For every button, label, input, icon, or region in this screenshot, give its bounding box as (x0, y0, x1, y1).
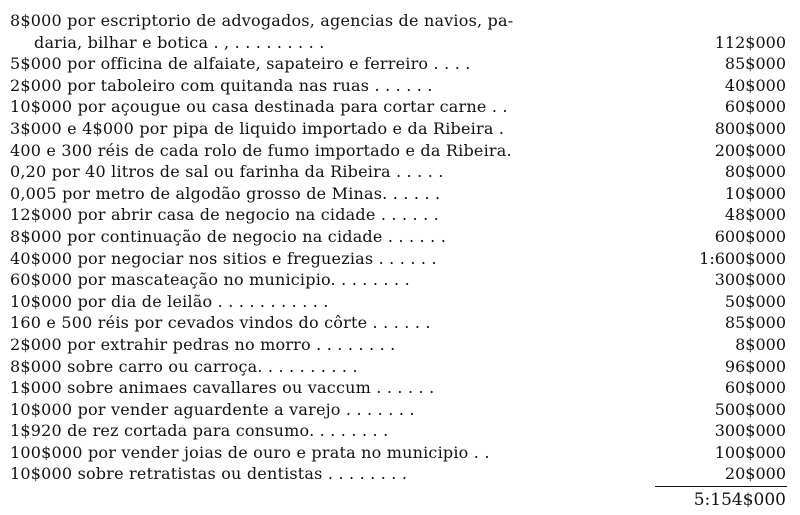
tax-ledger (10, 10, 790, 485)
tax-description: 8$000 por continuação de negocio na cidade . . . . . . (10, 226, 446, 246)
tax-description: 5$000 por officina de alfaiate, sapateiro e ferreiro . . . . (10, 54, 471, 74)
tax-amount: 40$000 (724, 75, 786, 95)
tax-amount: 60$000 (724, 378, 786, 398)
ledger-row (10, 183, 790, 205)
grand-total: 5:154$000 (693, 490, 786, 510)
tax-amount: 96$000 (724, 356, 786, 376)
tax-amount: 300$000 (714, 421, 786, 441)
tax-amount: 48$000 (724, 205, 786, 225)
ledger-row (10, 442, 790, 464)
tax-description: 12$000 por abrir casa de negocio na cidade . . . . . . (10, 205, 439, 225)
ledger-row (10, 463, 790, 485)
tax-description: 60$000 por mascateação no municipio. . . . . . . . (10, 270, 410, 290)
tax-description: 10$000 por açougue ou casa destinada para cortar carne . . (10, 97, 508, 117)
ledger-row (10, 248, 790, 270)
ledger-row (10, 377, 790, 399)
ledger-row (10, 291, 790, 313)
tax-amount: 85$000 (724, 54, 786, 74)
tax-amount: 80$000 (724, 162, 786, 182)
tax-description: 2$000 por extrahir pedras no morro . . . . . . . . (10, 334, 396, 354)
tax-description: 1$920 de rez cortada para consumo. . . . . . . . (10, 421, 389, 441)
ledger-row (10, 204, 790, 226)
ledger-row (10, 226, 790, 248)
tax-amount: 85$000 (724, 313, 786, 333)
tax-amount: 600$000 (714, 226, 786, 246)
tax-description: daria, bilhar e botica . , . . . . . . . . . (34, 32, 325, 52)
tax-description: 8$000 por escriptorio de advogados, agencias de navios, pa- (10, 11, 514, 30)
tax-amount: 1:600$000 (699, 248, 786, 268)
tax-description: 400 e 300 réis de cada rolo de fumo importado e da Ribeira. (10, 140, 512, 160)
tax-amount: 112$000 (714, 32, 786, 52)
tax-description: 10$000 por vender aguardente a varejo . . . . . . . (10, 399, 415, 419)
tax-description: 3$000 e 4$000 por pipa de liquido importado e da Ribeira . (10, 118, 505, 138)
tax-amount: 10$000 (724, 183, 786, 203)
tax-description: 160 e 500 réis por cevados vindos do côrte . . . . . . (10, 313, 431, 333)
tax-description: 1$000 sobre animaes cavallares ou vaccum . . . . . . (10, 378, 435, 398)
tax-description: 10$000 sobre retratistas ou dentistas . . . . . . . . (10, 464, 408, 484)
ledger-row (10, 32, 790, 54)
tax-amount: 20$000 (724, 464, 786, 484)
ledger-row (10, 75, 790, 97)
tax-amount: 500$000 (714, 399, 786, 419)
tax-amount: 100$000 (714, 442, 786, 462)
ledger-row (10, 53, 790, 75)
tax-amount: 300$000 (714, 270, 786, 290)
ledger-row (10, 334, 790, 356)
tax-description: 8$000 sobre carro ou carroça. . . . . . . . . . (10, 356, 358, 376)
ledger-row (10, 269, 790, 291)
tax-description: 10$000 por dia de leilão . . . . . . . . . . . (10, 291, 329, 311)
tax-amount: 60$000 (724, 97, 786, 117)
ledger-row (10, 420, 790, 442)
ledger-row (10, 399, 790, 421)
tax-description: 2$000 por taboleiro com quitanda nas ruas . . . . . . (10, 75, 433, 95)
tax-amount: 200$000 (714, 140, 786, 160)
tax-amount: 8$000 (735, 334, 786, 354)
ledger-row (10, 96, 790, 118)
tax-amount: 800$000 (714, 118, 786, 138)
tax-amount: 50$000 (724, 291, 786, 311)
tax-description: 0,005 por metro de algodão grosso de Minas. . . . . . (10, 183, 441, 203)
ledger-row (10, 10, 790, 32)
tax-description: 40$000 por negociar nos sitios e freguezias . . . . . . (10, 248, 437, 268)
ledger-row (10, 140, 790, 162)
total-rule (655, 486, 787, 487)
ledger-row (10, 118, 790, 140)
tax-description: 0,20 por 40 litros de sal ou farinha da Ribeira . . . . . (10, 162, 444, 182)
ledger-row (10, 161, 790, 183)
tax-description: 100$000 por vender joias de ouro e prata no municipio . . (10, 442, 490, 462)
ledger-row (10, 312, 790, 334)
ledger-row (10, 356, 790, 378)
